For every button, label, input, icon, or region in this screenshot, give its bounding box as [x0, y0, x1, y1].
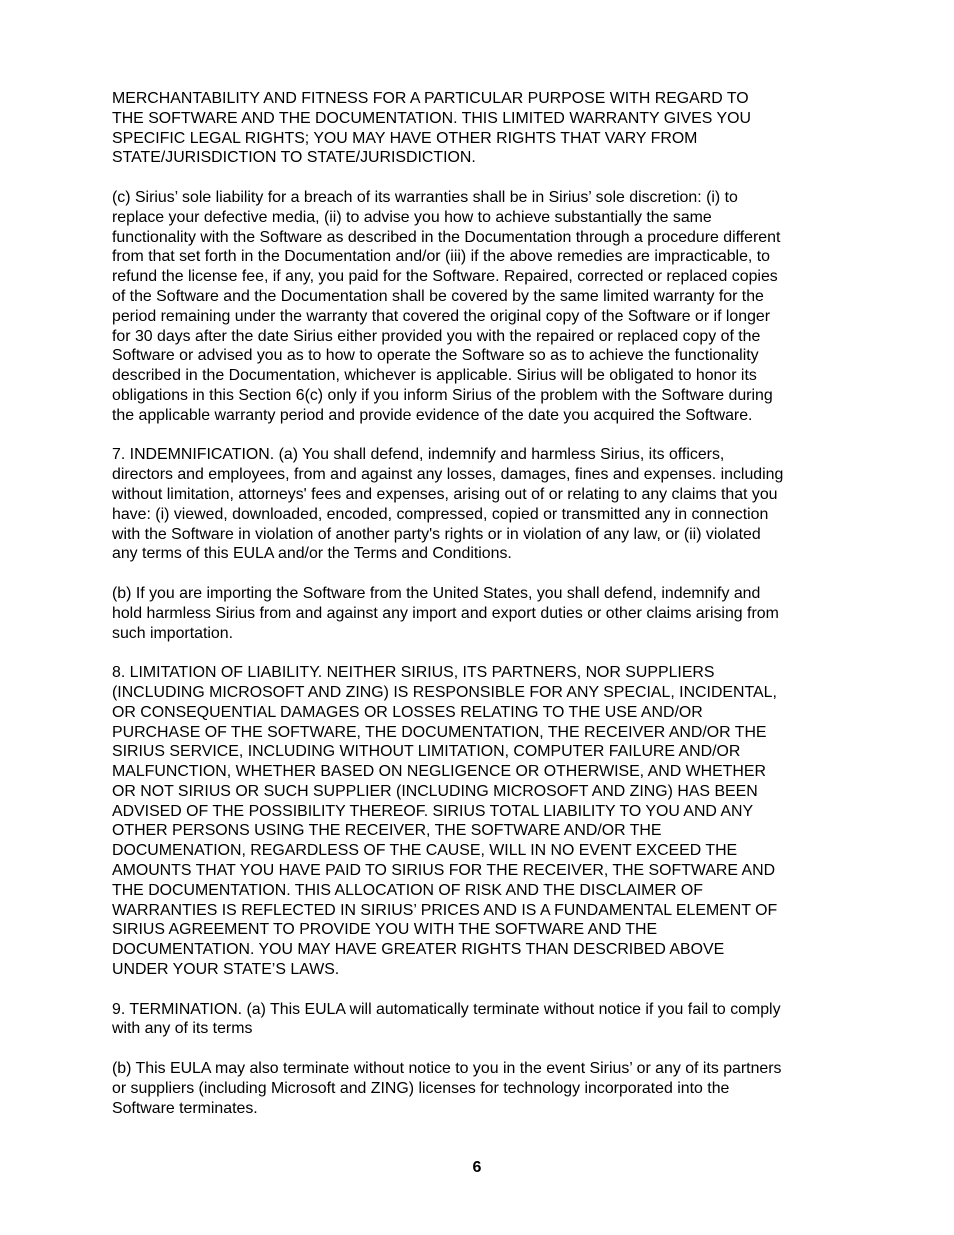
paragraph-termination-b: (b) This EULA may also terminate without notice to you in the event Sirius’ or any of its partners or suppliers (including Microsoft and ZING) licenses for technology incorporated into the Software terminates.: [112, 1060, 782, 1117]
paragraph-import-indemnity: (b) If you are importing the Software from the United States, you shall defend, indemnify and hold harmless Sirius from and against any import and export duties or other claims arising from such importation.: [112, 584, 779, 642]
paragraph-indemnification: 7. INDEMNIFICATION. (a) You shall defend, indemnify and harmless Sirius, its officers, directors and employees, from and against any losses, damages, fines and expenses. including without limitation, attorneys' fees and expenses, arising out of or relating to any claims that you have: (i) viewed, downloaded, encoded, compressed, copied or transmitted any in connection with the Software in violation of another party's rights or in violation of any law, or (ii) violated any terms of this EULA and/or the Terms and Conditions.: [112, 446, 784, 563]
paragraph-limitation-of-liability: 8. LIMITATION OF LIABILITY. NEITHER SIRIUS, ITS PARTNERS, NOR SUPPLIERS (INCLUDING MICROSOFT AND ZING) IS RESPONSIBLE FOR ANY SPECIAL, INCIDENTAL, OR CONSEQUENTIAL DAMAGES OR LOSSES RELATING TO THE USE AND/OR PURCHASE OF THE SOFTWARE, THE DOCUMENTATION, THE RECEIVER AND/OR THE SIRIUS SERVICE, INCLUDING WITHOUT LIMITATION, COMPUTER FAILURE AND/OR MALFUNCTION, WHETHER BASED ON NEGLIGENCE OR OTHERWISE, AND WHETHER OR NOT SIRIUS OR SUCH SUPPLIER (INCLUDING MICROSOFT AND ZING) HAS BEEN ADVISED OF THE POSSIBILITY THEREOF. SIRIUS TOTAL LIABILITY TO YOU AND ANY OTHER PERSONS USING THE RECEIVER, THE SOFTWARE AND/OR THE DOCUMENATION, REGARDLESS OF THE CAUSE, WILL IN NO EVENT EXCEED THE AMOUNTS THAT YOU HAVE PAID TO SIRIUS FOR THE RECEIVER, THE SOFTWARE AND THE DOCUMENTATION. THIS ALLOCATION OF RISK AND THE DISCLAIMER OF WARRANTIES IS REFLECTED IN SIRIUS’ PRICES AND IS A FUNDAMENTAL ELEMENT OF SIRIUS AGREEMENT TO PROVIDE YOU WITH THE SOFTWARE AND THE DOCUMENTATION. YOU MAY HAVE GREATER RIGHTS THAN DESCRIBED ABOVE UNDER YOUR STATE’S LAWS.: [112, 664, 778, 979]
paragraph-termination: 9. TERMINATION. (a) This EULA will automatically terminate without notice if you fail to comply with any of its terms: [112, 1000, 781, 1038]
page-number: 6: [472, 1159, 482, 1176]
paragraph-sole-liability: (c) Sirius’ sole liability for a breach of its warranties shall be in Sirius’ sole discretion: (i) to replace your defective media, (ii) to advise you how to achieve substantially the same functionality with the Software as described in the Documentation through a procedure different from that set forth in the Documentation and/or (iii) if the above remedies are impracticable, to refund the license fee, if any, you paid for the Software. Repaired, corrected or replaced copies of the Software and the Documentation shall be covered by the same limited warranty for the period remaining under the warranty that covered the original copy of the Software or if longer for 30 days after the date Sirius either provided you with the repaired or replaced copy of the Software or advised you as to how to operate the Software so as to achieve the functionality described in the Documentation, whichever is applicable. Sirius will be obligated to honor its obligations in this Section 6(c) only if you inform Sirius of the problem with the Software during the applicable warranty period and provide evidence of the date you acquired the Software.: [112, 188, 781, 424]
document-body: [112, 89, 842, 1138]
paragraph-warranty-disclaimer-end: MERCHANTABILITY AND FITNESS FOR A PARTICULAR PURPOSE WITH REGARD TO THE SOFTWARE AND THE DOCUMENTATION. THIS LIMITED WARRANTY GIVES YOU SPECIFIC LEGAL RIGHTS; YOU MAY HAVE OTHER RIGHTS THAT VARY FROM STATE/JURISDICTION TO STATE/JURISDICTION.: [112, 90, 751, 167]
